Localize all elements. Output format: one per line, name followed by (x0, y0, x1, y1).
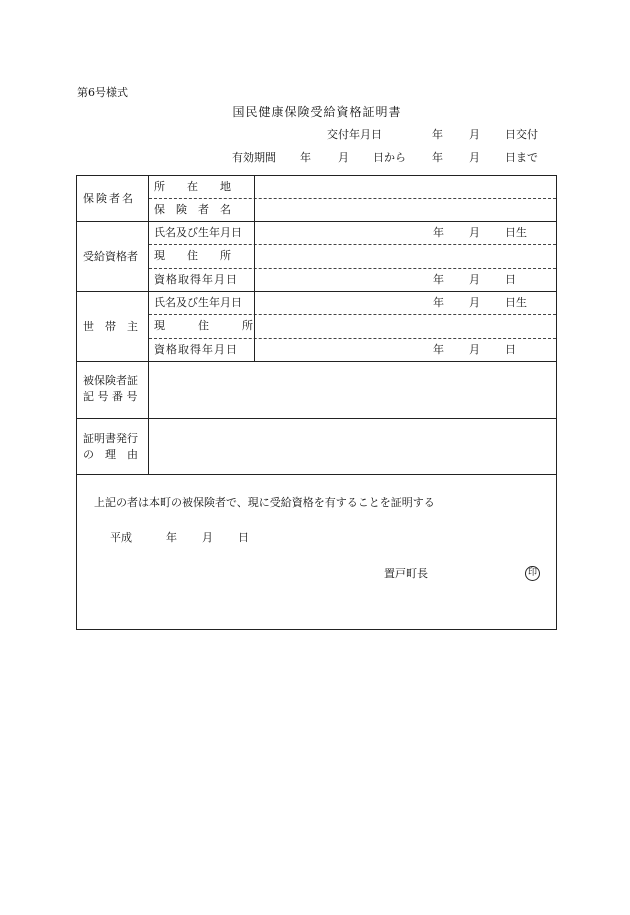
issue-month: 月 (469, 128, 480, 141)
divider (77, 474, 556, 475)
household-birth-year: 年 (433, 296, 444, 309)
certification-year: 年 (166, 531, 177, 544)
document-title: 国民健康保険受給資格証明書 (232, 105, 402, 119)
beneficiary-qual-month: 月 (469, 273, 480, 286)
issuer-title: 置戸町長 (384, 567, 428, 580)
insurer-label: 保険者名 (83, 192, 135, 205)
beneficiary-birth-day: 日生 (505, 226, 527, 239)
household-name-birth-label: 氏名及び生年月日 (154, 296, 242, 309)
validity-to-year: 年 (432, 151, 443, 164)
validity-from-month: 月 (338, 151, 349, 164)
household-head-label: 世 帯 主 (83, 320, 138, 333)
certification-month: 月 (202, 531, 213, 544)
household-qual-year: 年 (433, 343, 444, 356)
divider (149, 314, 556, 315)
beneficiary-birth-year: 年 (433, 226, 444, 239)
household-address-label: 現 住 所 (154, 319, 253, 332)
divider (149, 244, 556, 245)
reason-label-line2: の 理 由 (83, 448, 138, 461)
validity-from-day: 日から (373, 151, 406, 164)
certificate-form (76, 175, 557, 630)
beneficiary-address-label: 現 住 所 (154, 249, 231, 262)
household-birth-month: 月 (469, 296, 480, 309)
insurer-name-label: 保 険 者 名 (154, 203, 231, 216)
insured-card-label-line2: 記 号 番 号 (83, 390, 138, 403)
issue-day: 日交付 (505, 128, 538, 141)
household-qual-day: 日 (505, 343, 516, 356)
beneficiary-qualification-label: 資格取得年月日 (154, 273, 238, 286)
household-qual-month: 月 (469, 343, 480, 356)
certification-day: 日 (238, 531, 249, 544)
certification-statement: 上記の者は本町の被保険者で、現に受給資格を有することを証明する (94, 496, 435, 509)
beneficiary-qual-day: 日 (505, 273, 516, 286)
divider (149, 268, 556, 269)
insurer-address-label: 所 在 地 (154, 180, 231, 193)
reason-label-line1: 証明書発行 (83, 432, 138, 445)
household-qualification-label: 資格取得年月日 (154, 343, 238, 356)
certification-era: 平成 (110, 531, 132, 544)
divider (254, 176, 255, 361)
validity-from-year: 年 (300, 151, 311, 164)
divider (149, 198, 556, 199)
validity-label: 有効期間 (232, 151, 276, 164)
divider (149, 338, 556, 339)
divider (148, 176, 149, 474)
insured-card-label-line1: 被保険者証 (83, 374, 138, 387)
beneficiary-name-birth-label: 氏名及び生年月日 (154, 226, 242, 239)
issue-year: 年 (432, 128, 443, 141)
beneficiary-birth-month: 月 (469, 226, 480, 239)
beneficiary-qual-year: 年 (433, 273, 444, 286)
issue-date-label: 交付年月日 (327, 128, 382, 141)
seal-mark: 印 (525, 566, 540, 581)
form-number: 第6号様式 (77, 86, 128, 99)
beneficiary-label: 受給資格者 (83, 250, 138, 263)
validity-to-month: 月 (469, 151, 480, 164)
household-birth-day: 日生 (505, 296, 527, 309)
validity-to-day: 日まで (505, 151, 538, 164)
